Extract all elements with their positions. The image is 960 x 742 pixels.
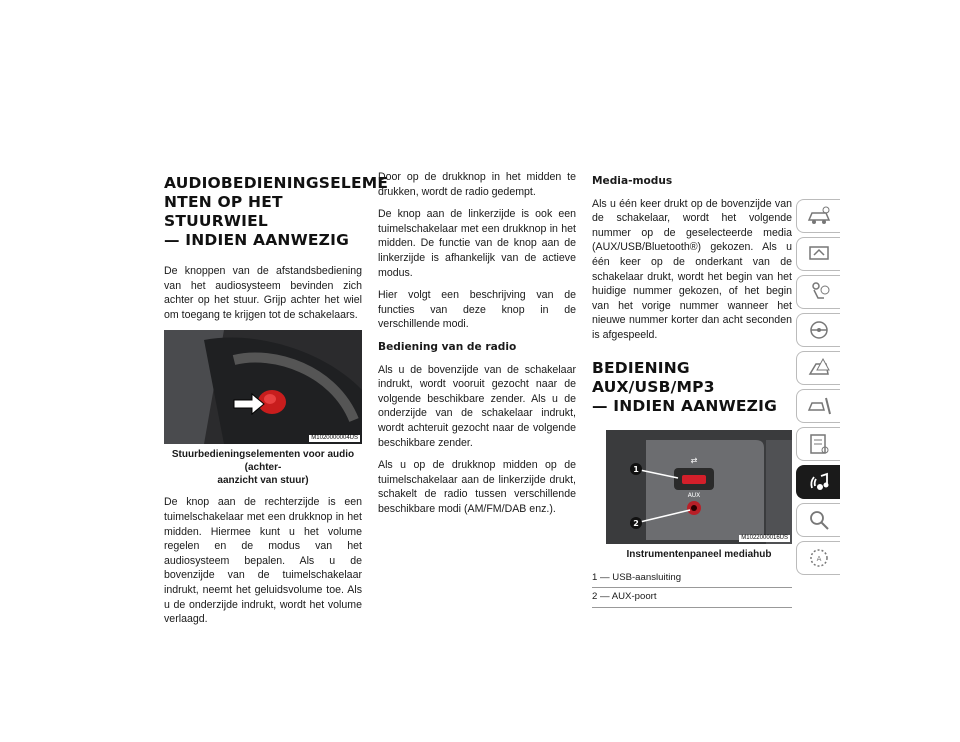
subheading-radio: Bediening van de radio xyxy=(378,340,517,353)
callout-1: 1 xyxy=(633,464,639,474)
tab-multimedia-icon[interactable] xyxy=(796,465,840,499)
legend-item: 2 — AUX-poort xyxy=(592,588,792,608)
paragraph-radio-mode: Als u op de drukknop midden op de tuimelschakelaar aan de linkerzijde drukt, schakelt de radio tussen verschillende beschikbare modi (AM/FM/DAB enz.). xyxy=(378,459,576,515)
tab-specs-icon[interactable] xyxy=(796,427,840,461)
tab-warning-lights-icon[interactable] xyxy=(796,237,840,271)
paragraph-mute: Door op de drukknop in het midden te drukken, wordt de radio gedempt. xyxy=(378,171,576,198)
column-2 xyxy=(378,170,576,524)
figure-caption: Instrumentenpaneel mediahub xyxy=(626,548,772,560)
column-3 xyxy=(592,170,792,608)
tab-hazard-icon[interactable] xyxy=(796,351,840,385)
tab-car-info-icon[interactable] xyxy=(796,199,840,233)
section-heading-aux-usb: BEDIENING AUX/USB/MP3 — INDIEN AANWEZIG xyxy=(592,358,778,415)
svg-text:A: A xyxy=(816,555,821,563)
paragraph-media: Als u één keer drukt op de bovenzijde van de schakelaar, wordt het volgende nummer op de geselecteerde media (AUX/USB/Bluetooth®) gekozen. Als u één keer op de onderkant van de schakelaar drukt, wordt het begin van het huidige nummer gekozen, of het begin van het vorige nummer wanneer het nieuwe nummer korter dan acht seconden is afgespeeld. xyxy=(592,197,792,341)
aux-label: AUX xyxy=(687,491,701,499)
legend-item: 1 — USB-aansluiting xyxy=(592,569,792,589)
tab-language-icon[interactable] xyxy=(796,541,840,575)
tab-airbag-icon[interactable] xyxy=(796,275,840,309)
figure-caption: Stuurbedieningselementen voor audio (achter- aanzicht van stuur) xyxy=(171,449,355,487)
svg-text:⇄: ⇄ xyxy=(690,455,698,465)
tab-service-tools-icon[interactable] xyxy=(796,389,840,423)
paragraph-left-switch: De knop aan de linkerzijde is ook een tuimelschakelaar met een drukknop in het midden. De functie van de knop aan de linkerzijde is afhankelijk van de actieve modus. xyxy=(378,208,576,279)
intro-paragraph: De knoppen van de afstandsbediening van het audiosysteem bevinden zich achter op het stuur. Grijp achter het wiel om toegang te krijgen tot de schakelaars. xyxy=(164,265,362,321)
media-hub-photo xyxy=(606,430,792,544)
section-heading-steering-audio: AUDIOBEDIENINGSELEME NTEN OP HET STUURWIEL — INDIEN AANWEZIG xyxy=(164,174,389,249)
column-1 xyxy=(164,170,389,635)
paragraph-radio-seek: Als u de bovenzijde van de schakelaar indrukt, wordt vooruit gezocht naar de volgende beschikbare zender. Als u de onderzijde van de schakelaar indrukt, wordt achteruit gezocht naar de volgende beschikbare zender. xyxy=(378,363,576,449)
chapter-tabs xyxy=(796,199,840,579)
body-paragraph: De knop aan de rechterzijde is een tuimelschakelaar met een drukknop in het midden. Hiermee kunt u het volume regelen en de modus van het audiosysteem bepalen. Als u de bovenzijde van de tuimelschakelaar indrukt, neemt het geluidsvolume toe. Als u de onderzijde indrukt, wordt het volume verlaagd. xyxy=(164,496,362,626)
paragraph-functions: Hier volgt een beschrijving van de functies van deze knop in de verschillende modi. xyxy=(378,289,576,331)
tab-steering-wheel-icon[interactable] xyxy=(796,313,840,347)
subheading-media: Media-modus xyxy=(592,175,673,187)
figure-code: M1022000016US xyxy=(741,534,788,541)
tab-search-icon[interactable] xyxy=(796,503,840,537)
steering-wheel-photo xyxy=(164,330,362,444)
callout-2: 2 xyxy=(633,518,639,528)
figure-code: M1020000004US xyxy=(311,435,358,442)
figure-legend xyxy=(592,569,792,608)
